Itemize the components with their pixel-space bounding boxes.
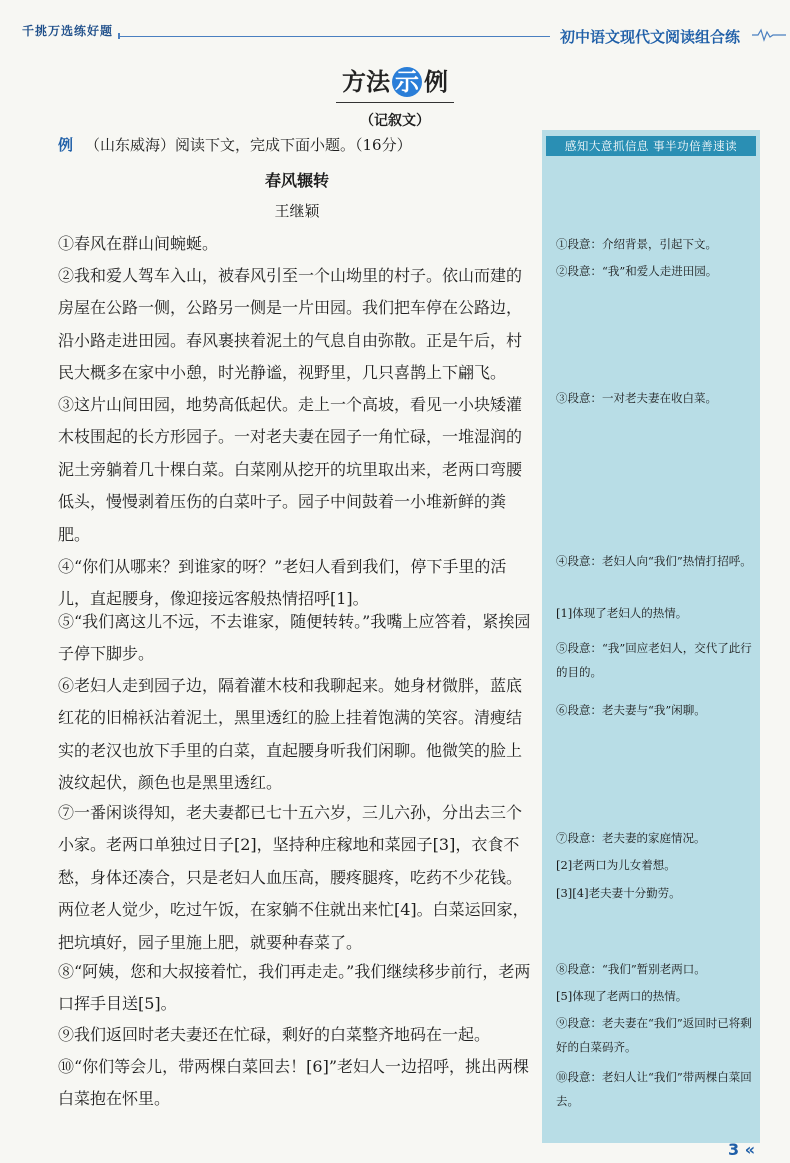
series-title: 千挑万选练好题 [22,24,114,38]
paragraph-5: ⑤“我们离这儿不远，不去谁家，随便转转。”我嘴上应答着，紧挨园子停下脚步。 [58,612,531,664]
paragraph-2: ②我和爱人驾车入山，被春风引至一个山坳里的村子。依山而建的房屋在公路一侧，公路另一侧是一片田园。我们把车停在公路边，沿小路走进田园。春风裹挟着泥土的气息自由弥散。正是午后，村民大概多在家中小憩，时光静谧，视野里，几只喜鹊上下翩飞。 [58,266,523,383]
note-para-5: ⑤段意：“我”回应老妇人，交代了此行的目的。 [556,641,752,679]
note-para-10: ⑩段意：老妇人让“我们”带两棵白菜回去。 [556,1070,752,1108]
paragraph-8: ⑧“阿姨，您和大叔接着忙，我们再走走。”我们继续移步前行，老两口挥手目送[5]。 [58,962,531,1014]
note-para-4: ④段意：老妇人向“我们”热情打招呼。 [556,554,752,568]
paragraph-3: ③这片山间田园，地势高低起伏。走上一个高坡，看见一小块矮灌木枝围起的长方形园子。一对老夫妻在园子一角忙碌，一堆湿润的泥土旁躺着几十棵白菜。白菜刚从挖开的坑里取出来，老两口弯腰低头，慢慢剥着压伤的白菜叶子。园子中间鼓着一小堆新鲜的粪肥。 [58,395,523,544]
note-para-7: ⑦段意：老夫妻的家庭情况。 [556,831,706,845]
note-annotation-3-4: [3][4]老夫妻十分勤劳。 [556,886,681,900]
paragraph-4: ④“你们从哪来？到谁家的呀？”老妇人看到我们，停下手里的活儿，直起腰身，像迎接远客般热情招呼[1]。 [58,557,507,609]
example-prompt [58,134,412,155]
sidebar-header: 感知大意抓信息 事半功倍善速读 [546,136,756,156]
page-header [0,0,790,60]
section-title [0,62,790,97]
book-title: 初中语文现代文阅读组合练 [560,28,741,46]
title-highlight: 示 [392,67,422,97]
example-text: （山东威海）阅读下文，完成下面小题。（16分） [85,136,412,154]
note-para-6: ⑥段意：老夫妻与“我”闲聊。 [556,703,706,717]
note-para-2: ②段意：“我”和爱人走进田园。 [556,264,718,278]
story-title: 春风辗转 [264,171,329,190]
note-para-8: ⑧段意：“我们”暂别老两口。 [556,962,706,976]
header-divider [118,36,550,37]
paragraph-6: ⑥老妇人走到园子边，隔着灌木枝和我聊起来。她身材微胖，蓝底红花的旧棉袄沾着泥土，黑里透红的脸上挂着饱满的笑容。清瘦结实的老汉也放下手里的白菜，直起腰身听我们闲聊。他微笑的脸上波纹起伏，颜色也是黑里透红。 [58,676,523,793]
note-annotation-5: [5]体现了老两口的热情。 [556,989,688,1003]
example-label: 例 [58,136,74,154]
note-para-1: ①段意：介绍背景，引起下文。 [556,237,717,251]
genre-subtitle: （记叙文） [360,113,430,129]
page-number: 3 « [728,1140,756,1159]
title-pre: 方法 [342,68,390,96]
note-para-9: ⑨段意：老夫妻在“我们”返回时已将剩好的白菜码齐。 [556,1016,752,1054]
paragraph-9: ⑨我们返回时老夫妻还在忙碌，剩好的白菜整齐地码在一起。 [58,1025,491,1044]
title-post: 例 [424,68,448,96]
paragraph-10: ⑩“你们等会儿，带两棵白菜回去！[6]”老妇人一边招呼，挑出两棵白菜抱在怀里。 [58,1057,530,1109]
note-annotation-1: [1]体现了老妇人的热情。 [556,606,688,620]
title-underline [336,102,454,103]
note-para-3: ③段意：一对老夫妻在收白菜。 [556,391,717,405]
story-author: 王继颖 [274,202,320,220]
paragraph-7: ⑦一番闲谈得知，老夫妻都已七十五六岁，三儿六孙，分出去三个小家。老两口单独过日子[2]，坚持种庄稼地和菜园子[3]，衣食不愁，身体还凑合，只是老妇人血压高，腰疼腿疼，吃药不少花钱。两位老人觉少，吃过午饭，在家躺不住就出来忙[4]。白菜运回家，把坑填好，园子里施上肥，就要种春菜了。 [58,803,529,952]
paragraph-1: ①春风在群山间蜿蜒。 [58,234,219,253]
wave-icon [752,28,786,42]
note-annotation-2: [2]老两口为儿女着想。 [556,858,676,872]
